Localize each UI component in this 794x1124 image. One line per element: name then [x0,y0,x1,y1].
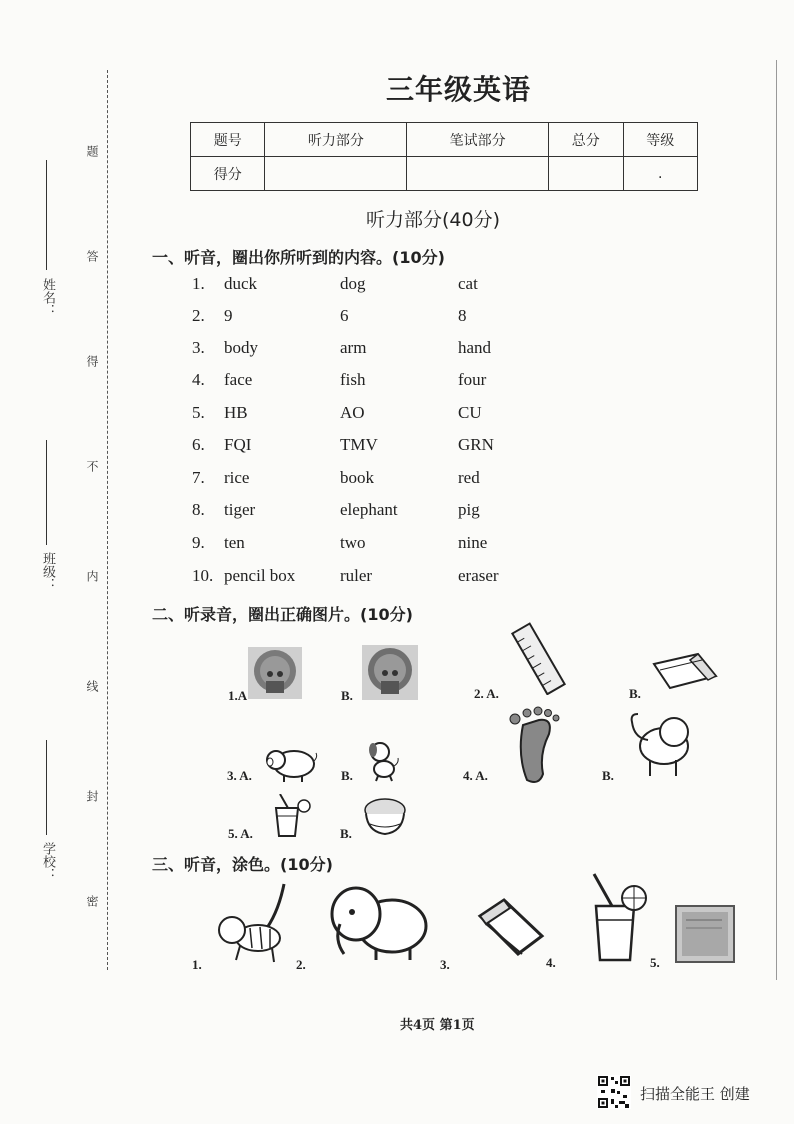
section-2-title: 二、听录音，圈出正确图片。(10分) [152,605,413,624]
item-number: 8. [192,500,205,519]
option-c[interactable]: red [458,468,480,487]
list-item [192,500,480,520]
seal-char: 线 [85,680,99,692]
page-footer: 共4页 第1页 [400,1018,475,1033]
juice-icon[interactable] [584,872,650,962]
list-item [192,435,494,455]
item-number: 5. [192,403,205,422]
listening-part-title: 听力部分(40分) [366,209,501,231]
seal-char: 内 [85,570,99,582]
option-a[interactable]: ten [224,533,245,552]
score-table-header-row [191,123,698,157]
option-label: 3. A. [227,768,252,783]
option-label: 4. [546,955,556,970]
item-number: 10. [192,566,214,585]
option-b[interactable]: dog [340,274,366,293]
table-header-cell: 总分 [549,123,623,157]
option-c[interactable]: four [458,370,487,389]
table-header-cell: 等级 [623,123,698,157]
table-cell[interactable] [549,157,623,191]
option-label: B. [340,826,352,841]
table-cell[interactable] [407,157,549,191]
option-label: B. [629,686,641,701]
binding-dashed-line [107,70,108,970]
option-b[interactable]: ruler [340,566,373,585]
cake-icon[interactable] [362,645,418,700]
table-header-cell: 题号 [191,123,265,157]
option-c[interactable]: CU [458,403,482,422]
seal-char: 得 [85,355,99,367]
option-c[interactable]: GRN [458,435,494,454]
list-item [192,306,467,326]
seal-char: 题 [85,145,99,157]
book-icon[interactable] [672,902,738,966]
option-a[interactable]: face [224,370,253,389]
option-label: 4. A. [463,768,488,783]
item-number: 1. [192,274,205,293]
option-label: 1.A [228,688,248,703]
foot-icon[interactable] [505,705,561,785]
score-table-row [191,157,698,191]
option-label: B. [341,688,353,703]
class-label: 班级： [40,552,55,591]
school-line [46,740,47,835]
dog-icon[interactable] [364,740,400,782]
option-a[interactable]: rice [224,468,250,487]
option-c[interactable]: pig [458,500,480,519]
option-b[interactable]: 6 [340,306,349,325]
name-line [46,160,47,270]
pencil-sharpener-icon[interactable] [650,650,720,692]
table-cell[interactable] [265,157,407,191]
item-number: 2. [192,306,205,325]
class-line [46,440,47,545]
cake-icon[interactable] [248,647,302,699]
option-b[interactable]: AO [340,403,365,422]
seal-char: 密 [85,895,99,907]
option-b[interactable]: elephant [340,500,398,519]
rice-icon[interactable] [362,796,408,836]
list-item [192,338,491,358]
option-a[interactable]: duck [224,274,258,293]
option-label: 2. [296,957,306,972]
qr-code-icon [597,1075,631,1109]
seal-char: 封 [85,790,99,802]
juice-icon[interactable] [266,794,312,838]
option-c[interactable]: nine [458,533,488,552]
tiger-icon[interactable] [214,880,294,966]
option-label: 1. [192,957,202,972]
option-c[interactable]: cat [458,274,478,293]
pig-icon[interactable] [264,745,318,783]
option-b[interactable]: TMV [340,435,378,454]
option-label: B. [341,768,353,783]
seal-char: 不 [85,460,99,472]
option-a[interactable]: body [224,338,258,357]
option-c[interactable]: hand [458,338,492,357]
item-number: 6. [192,435,205,454]
item-number: 4. [192,370,205,389]
option-b[interactable]: fish [340,370,366,389]
option-label: 5. [650,955,660,970]
school-label: 学校： [40,842,55,881]
item-number: 9. [192,533,205,552]
option-a[interactable]: tiger [224,500,256,519]
eraser-icon[interactable] [474,896,548,958]
option-label: 5. A. [228,826,253,841]
option-b[interactable]: arm [340,338,367,357]
name-label: 姓名： [40,278,55,317]
page-edge-line [776,60,777,980]
ruler-icon[interactable] [508,620,568,695]
option-label: 3. [440,957,450,972]
list-item [192,370,486,390]
option-b[interactable]: two [340,533,366,552]
elephant-icon[interactable] [326,884,432,962]
option-c[interactable]: eraser [458,566,499,585]
table-header-cell: 笔试部分 [407,123,549,157]
list-item [192,274,478,294]
table-cell[interactable]: . [623,157,698,191]
option-a[interactable]: HB [224,403,248,422]
option-a[interactable]: pencil box [224,566,296,585]
seal-char: 答 [85,250,99,262]
list-item [192,533,487,553]
table-header-cell: 听力部分 [265,123,407,157]
section-1-title: 一、听音，圈出你所听到的内容。(10分) [152,248,445,267]
list-item [192,468,480,488]
list-item [192,403,482,423]
option-c[interactable]: 8 [458,306,467,325]
item-number: 3. [192,338,205,357]
section-3-title: 三、听音，涂色。(10分) [152,855,333,874]
table-row-label: 得分 [191,157,265,191]
item-number: 7. [192,468,205,487]
option-b[interactable]: book [340,468,374,487]
list-item [192,566,499,586]
option-a[interactable]: FQI [224,435,252,454]
option-a[interactable]: 9 [224,306,233,325]
elephant-icon[interactable] [626,710,696,778]
scanner-watermark: 扫描全能王 创建 [640,1085,750,1103]
option-label: B. [602,768,614,783]
option-label: 2. A. [474,686,499,701]
score-table [190,122,698,191]
page-title: 三年级英语 [386,73,532,106]
